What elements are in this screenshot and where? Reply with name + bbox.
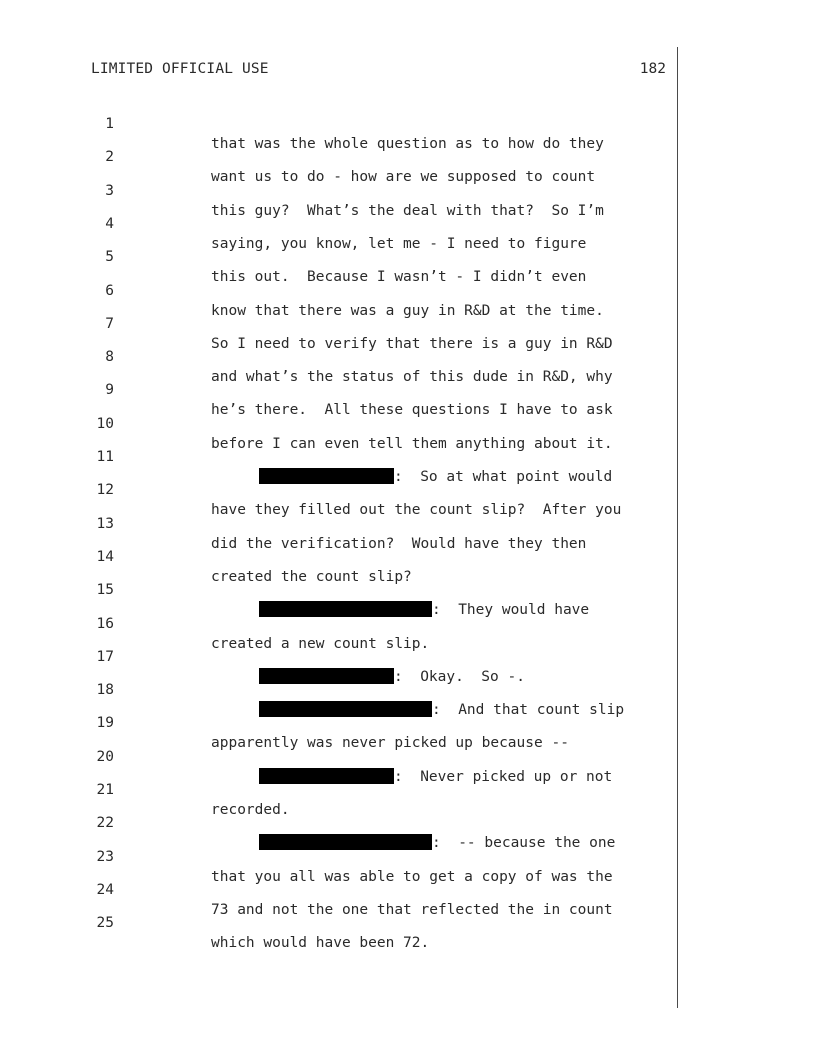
line-text: apparently was never picked up because -- (211, 735, 569, 752)
transcript-line (0, 627, 816, 685)
line-number: 11 (96, 449, 114, 465)
transcript-line (0, 860, 816, 918)
line-number: 2 (105, 149, 114, 166)
transcript-line (0, 127, 816, 186)
line-number: 20 (96, 748, 114, 765)
line-text: : So at what point would (394, 469, 613, 485)
transcript-line (0, 161, 816, 219)
line-text: have they filled out the count slip? After you (211, 502, 622, 519)
line-text: that was the whole question as to how do they (211, 136, 604, 152)
transcript-line (0, 227, 816, 286)
line-number: 16 (96, 615, 114, 632)
line-number: 5 (105, 249, 114, 266)
transcript-line (0, 261, 816, 319)
line-text: : They would have (432, 602, 590, 619)
line-text: recorded. (211, 802, 290, 818)
transcript-line (0, 194, 816, 252)
line-text: want us to do - how are we supposed to count (211, 169, 596, 186)
transcript-line (0, 793, 816, 852)
line-text: saying, you know, let me - I need to figure (211, 235, 587, 252)
transcript-line (0, 527, 816, 585)
transcript-line (0, 327, 816, 386)
transcript-line (0, 660, 816, 719)
line-number: 25 (96, 915, 114, 932)
line-text: which would have been 72. (211, 935, 430, 952)
transcript-line (0, 460, 816, 519)
line-text: and what’s the status of this dude in R&D, why (211, 369, 613, 386)
line-number: 8 (105, 349, 114, 366)
line-number: 1 (105, 116, 114, 132)
transcript-line (0, 394, 816, 452)
line-number: 14 (96, 548, 114, 565)
line-number: 21 (96, 782, 114, 798)
line-text: did the verification? Would have they then (211, 535, 587, 552)
line-number: 19 (96, 715, 114, 732)
line-text: : Okay. So -. (394, 668, 525, 685)
line-text: : Never picked up or not (394, 768, 613, 785)
transcript-line (0, 760, 816, 818)
line-number: 10 (96, 415, 114, 432)
line-text: 73 and not the one that reflected the in count (211, 901, 613, 918)
transcript-line (0, 693, 816, 752)
line-number: 13 (96, 515, 114, 532)
line-number: 9 (105, 382, 114, 399)
line-text: that you all was able to get a copy of was the (211, 868, 613, 885)
line-text: created the count slip? (211, 568, 412, 585)
transcript-line (0, 727, 816, 785)
transcript-line (0, 427, 816, 485)
line-number: 18 (96, 682, 114, 699)
page-number: 182 (639, 61, 666, 77)
line-number: 24 (96, 881, 114, 898)
line-number: 22 (96, 815, 114, 832)
line-text: So I need to verify that there is a guy in R&D (211, 335, 613, 352)
transcript-line (0, 494, 816, 552)
line-number: 12 (96, 482, 114, 499)
line-text: : -- because the one (432, 835, 616, 852)
line-number: 17 (96, 648, 114, 665)
line-text: this out. Because I wasn’t - I didn’t even (211, 269, 587, 286)
line-number: 4 (105, 215, 114, 232)
line-number: 23 (96, 848, 114, 865)
line-number: 3 (105, 182, 114, 199)
line-text: this guy? What’s the deal with that? So I’m (211, 202, 604, 219)
transcript-line (0, 560, 816, 619)
transcript-line (0, 827, 816, 885)
transcript-line (0, 294, 816, 352)
transcript-line (0, 94, 816, 152)
line-text: he’s there. All these questions I have to ask (211, 402, 613, 419)
transcript-line (0, 360, 816, 419)
line-text: before I can even tell them anything about it. (211, 435, 613, 452)
transcript-line (0, 893, 816, 952)
line-text: created a new count slip. (211, 635, 430, 652)
line-text: know that there was a guy in R&D at the time. (211, 302, 604, 319)
transcript-line (0, 594, 816, 652)
line-number: 15 (96, 582, 114, 599)
line-text: : And that count slip (432, 702, 625, 719)
classification-header: LIMITED OFFICIAL USE (91, 61, 269, 77)
line-number: 6 (105, 282, 114, 299)
line-number: 7 (105, 315, 114, 332)
